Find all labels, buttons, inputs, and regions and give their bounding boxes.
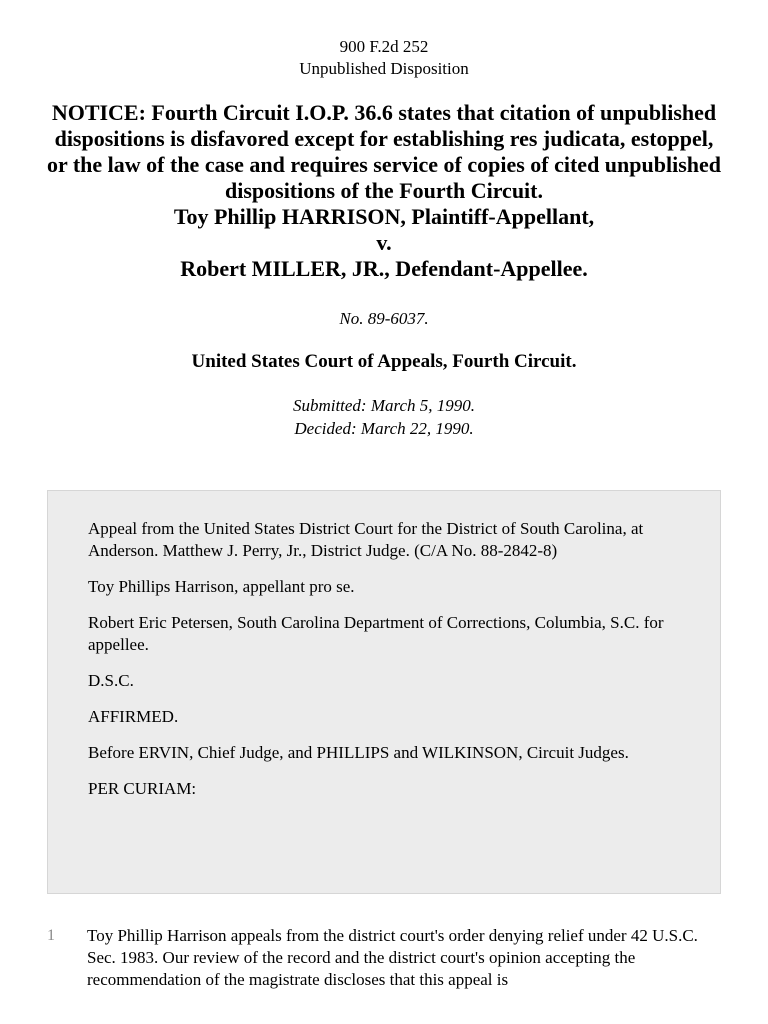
docket-number: No. 89-6037. [339,309,429,328]
appellee-counsel: Robert Eric Petersen, South Carolina Department of Corrections, Columbia, S.C. for appellee. [88,613,664,654]
disposition-label: AFFIRMED. [88,707,179,726]
notice-text: NOTICE: Fourth Circuit I.O.P. 36.6 states that citation of unpublished dispositions is disfavored except for establishing res judicata, estoppel, or the law of the case and requires service of copies of cited unpublished dispositions of the Fourth Circuit. [46,100,722,203]
defendant-name: Robert MILLER, JR., Defendant-Appellee. [180,256,588,281]
case-header [0,0,768,440]
paragraph-number: 1 [47,927,55,944]
appeal-from-text: Appeal from the United States District Court for the District of South Carolina, at Anderson. Matthew J. Perry, Jr., District Judge. (C/A No. 88-2842-8) [88,519,644,560]
district-abbrev: D.S.C. [88,671,134,690]
case-summary-box [47,490,721,894]
decided-date: Decided: March 22, 1990. [294,419,474,438]
court-name: United States Court of Appeals, Fourth Circuit. [191,351,577,372]
appellant-counsel: Toy Phillips Harrison, appellant pro se. [88,577,355,596]
panel-text: Before ERVIN, Chief Judge, and PHILLIPS and WILKINSON, Circuit Judges. [88,743,629,762]
case-citation: 900 F.2d 252 [339,37,429,56]
versus-text: v. [376,230,392,255]
paragraph-text: Toy Phillip Harrison appeals from the district court's order denying relief under 42 U.S.C. Sec. 1983. Our review of the record and the district court's opinion accepting the recommendation of the magistrate discloses that this appeal is [87,926,698,989]
submitted-date: Submitted: March 5, 1990. [292,396,476,415]
disposition-type: Unpublished Disposition [299,59,469,78]
plaintiff-name: Toy Phillip HARRISON, Plaintiff-Appellant, [173,204,595,229]
per-curiam-label: PER CURIAM: [88,779,197,798]
case-dates [0,394,768,440]
case-title [44,100,724,282]
